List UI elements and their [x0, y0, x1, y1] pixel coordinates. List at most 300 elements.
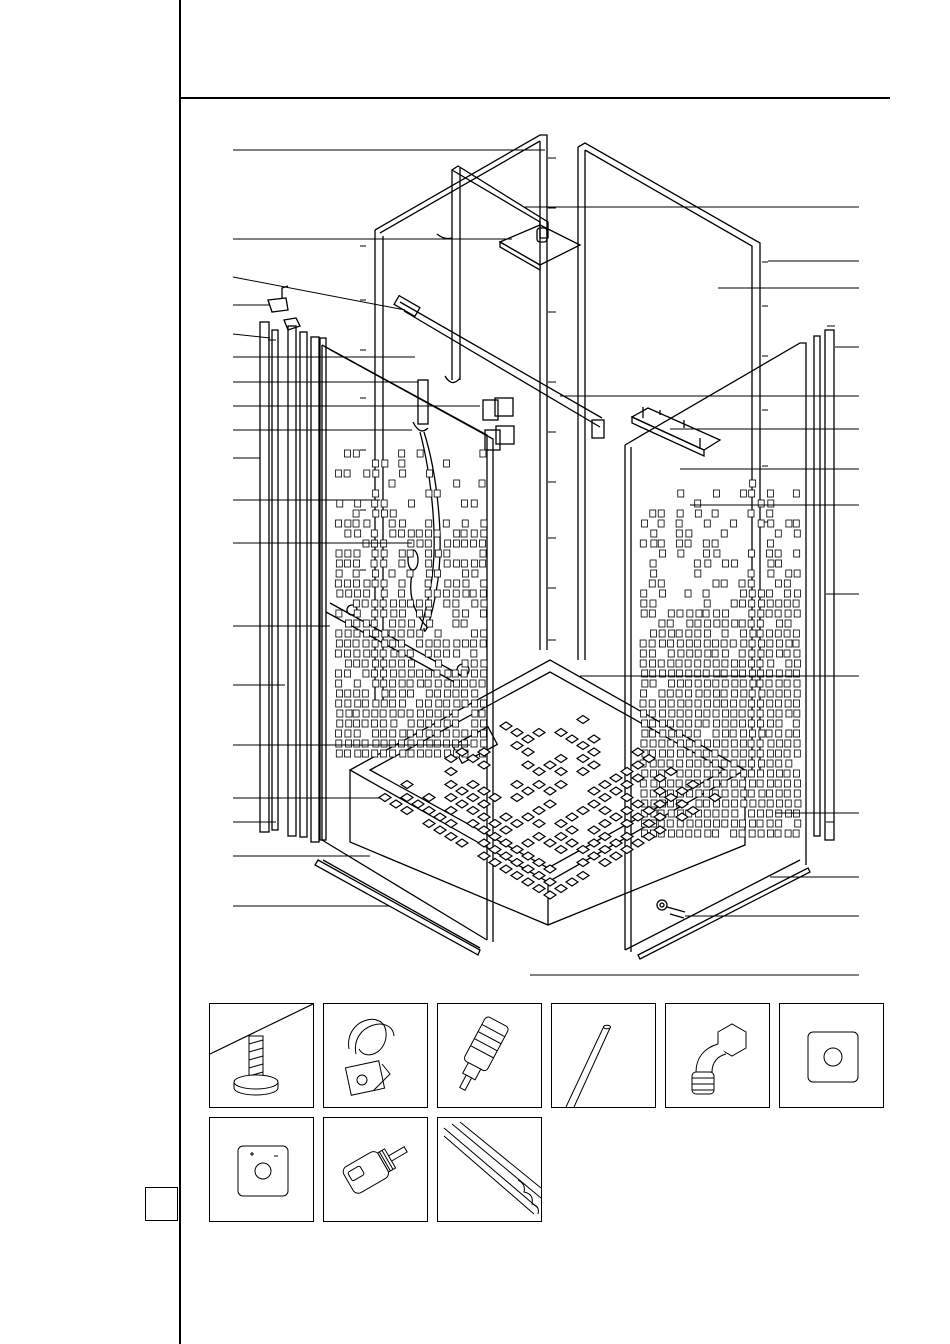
mosaic-tile — [667, 820, 673, 827]
mosaic-tile — [353, 640, 359, 647]
mosaic-tile — [676, 780, 682, 787]
grab-bar-upper — [394, 296, 604, 438]
part-pipe-clamp — [323, 1003, 428, 1108]
mosaic-tile — [793, 830, 799, 837]
mosaic-tile — [345, 690, 351, 697]
mosaic-tile — [768, 660, 774, 667]
mosaic-tile — [793, 770, 799, 777]
mosaic-tile — [355, 590, 361, 597]
mosaic-tile — [668, 720, 674, 727]
tray-tile — [379, 794, 391, 802]
mosaic-tile — [686, 740, 692, 747]
mosaic-tile — [641, 790, 647, 797]
mosaic-tile — [400, 750, 406, 757]
mosaic-tile — [740, 680, 746, 687]
mosaic-tile — [445, 670, 451, 677]
mosaic-tile — [685, 590, 691, 597]
right-glass-panel — [625, 343, 806, 952]
mosaic-tile — [345, 630, 351, 637]
tray-tile — [566, 878, 578, 886]
tray-tile — [478, 787, 490, 795]
mosaic-tile — [658, 510, 664, 517]
mosaic-tile — [731, 660, 737, 667]
mosaic-tile — [741, 640, 747, 647]
mosaic-tile — [640, 540, 646, 547]
mosaic-tile — [660, 720, 666, 727]
mosaic-tile — [678, 650, 684, 657]
mosaic-tile — [740, 730, 746, 737]
tray-tile — [566, 839, 578, 847]
mosaic-tile — [794, 690, 800, 697]
tray-tile — [533, 768, 545, 776]
mosaic-tile — [776, 800, 782, 807]
mosaic-tile — [721, 580, 727, 587]
mosaic-tile — [759, 640, 765, 647]
tray-tile — [401, 807, 413, 815]
mosaic-tile — [425, 700, 431, 707]
mosaic-tile — [776, 820, 782, 827]
mosaic-tile — [372, 460, 378, 467]
tray-tile — [489, 859, 501, 867]
mosaic-tile — [660, 750, 666, 757]
mosaic-tile — [695, 750, 701, 757]
mosaic-tile — [641, 690, 647, 697]
mosaic-tile — [695, 660, 701, 667]
mosaic-tile — [436, 700, 442, 707]
mosaic-tile — [705, 830, 711, 837]
tray-tile — [511, 820, 523, 828]
mosaic-tile — [354, 720, 360, 727]
mosaic-tile — [480, 640, 486, 647]
tray-tile — [445, 768, 457, 776]
mosaic-tile — [335, 580, 341, 587]
mosaic-tile — [678, 680, 684, 687]
mosaic-tile — [463, 580, 469, 587]
mosaic-tile — [435, 750, 441, 757]
mosaic-tile — [336, 750, 342, 757]
mosaic-tile — [784, 580, 790, 587]
mosaic-tile — [398, 590, 404, 597]
mosaic-tile — [471, 500, 477, 507]
tray-tile — [610, 774, 622, 782]
tray-tile — [632, 839, 644, 847]
mosaic-tile — [434, 640, 440, 647]
mosaic-tile — [381, 550, 387, 557]
mosaic-tile — [660, 710, 666, 717]
mosaic-tile — [739, 620, 745, 627]
mosaic-tile — [758, 650, 764, 657]
mosaic-tile — [427, 620, 433, 627]
mosaic-tile — [651, 570, 657, 577]
mosaic-tile — [407, 650, 413, 657]
mosaic-tile — [345, 660, 351, 667]
mosaic-tile — [749, 730, 755, 737]
mosaic-tile — [454, 700, 460, 707]
mosaic-tile — [713, 810, 719, 817]
mosaic-tile — [372, 570, 378, 577]
mosaic-tile — [418, 680, 424, 687]
part-seal-profile-strip — [437, 1117, 542, 1222]
tray-tile — [522, 813, 534, 821]
mosaic-tile — [425, 650, 431, 657]
mosaic-tile — [355, 530, 361, 537]
mosaic-tile — [381, 660, 387, 667]
mosaic-tile — [768, 520, 774, 527]
mosaic-tile — [417, 640, 423, 647]
mosaic-tile — [345, 700, 351, 707]
mosaic-tile — [364, 520, 370, 527]
tray-tile — [500, 839, 512, 847]
mosaic-tile — [739, 650, 745, 657]
mosaic-tile — [444, 600, 450, 607]
mosaic-tile — [399, 580, 405, 587]
mosaic-tile — [704, 810, 710, 817]
mosaic-tile — [696, 690, 702, 697]
mosaic-tile — [354, 740, 360, 747]
mosaic-tile — [676, 520, 682, 527]
mosaic-tile — [677, 720, 683, 727]
mosaic-tile — [777, 620, 783, 627]
tray-tile — [434, 826, 446, 834]
mosaic-tile — [786, 710, 792, 717]
mosaic-tile — [768, 570, 774, 577]
mosaic-tile — [794, 530, 800, 537]
tray-tile — [390, 800, 402, 808]
mosaic-tile — [373, 630, 379, 637]
mosaic-tile — [462, 640, 468, 647]
tray-tile — [500, 852, 512, 860]
mosaic-tile — [759, 790, 765, 797]
mosaic-tile — [660, 700, 666, 707]
mosaic-tile — [400, 470, 406, 477]
mosaic-tile — [337, 500, 343, 507]
mosaic-tile — [435, 630, 441, 637]
mosaic-tile — [685, 730, 691, 737]
tray-tile — [533, 833, 545, 841]
tray-tile — [588, 735, 600, 743]
mosaic-tile — [381, 510, 387, 517]
mosaic-tile — [695, 620, 701, 627]
mosaic-tile — [749, 600, 755, 607]
mosaic-tile — [445, 690, 451, 697]
mosaic-tile — [354, 730, 360, 737]
mosaic-tile — [353, 600, 359, 607]
tray-tile — [511, 872, 523, 880]
mosaic-tile — [346, 590, 352, 597]
mosaic-tile — [767, 800, 773, 807]
mosaic-tile — [713, 770, 719, 777]
mosaic-tile — [408, 620, 414, 627]
mosaic-tile — [749, 810, 755, 817]
mosaic-tile — [364, 630, 370, 637]
adjustable-foot-icon — [210, 1004, 313, 1107]
mosaic-tile — [640, 640, 646, 647]
mosaic-tile — [345, 640, 351, 647]
mosaic-tile — [390, 700, 396, 707]
mosaic-tile — [731, 700, 737, 707]
mosaic-tile — [391, 650, 397, 657]
mosaic-tile — [767, 630, 773, 637]
mosaic-tile — [337, 690, 343, 697]
mosaic-tile — [660, 590, 666, 597]
mosaic-tile — [786, 730, 792, 737]
tray-tile — [500, 813, 512, 821]
angled-hose-connector-icon — [666, 1004, 769, 1107]
mosaic-tile — [731, 780, 737, 787]
mosaic-tile — [381, 590, 387, 597]
mosaic-tile — [759, 690, 765, 697]
mosaic-tile — [408, 530, 414, 537]
mosaic-tile — [785, 740, 791, 747]
mosaic-tile — [721, 640, 727, 647]
tray-tile — [577, 768, 589, 776]
mosaic-tile — [362, 720, 368, 727]
tray-tile — [522, 748, 534, 756]
mosaic-tile — [739, 820, 745, 827]
tray-tile — [544, 761, 556, 769]
mosaic-tile — [381, 580, 387, 587]
mosaic-tile — [445, 680, 451, 687]
mosaic-tile — [479, 680, 485, 687]
mosaic-tile — [642, 770, 648, 777]
part-adjustable-foot — [209, 1003, 314, 1108]
mosaic-tile — [389, 520, 395, 527]
mosaic-tile — [435, 710, 441, 717]
mosaic-tile — [766, 590, 772, 597]
mosaic-tile — [757, 680, 763, 687]
mosaic-tile — [686, 690, 692, 697]
mosaic-tile — [472, 710, 478, 717]
mosaic-tile — [658, 540, 664, 547]
mosaic-tile — [676, 660, 682, 667]
mosaic-tile — [354, 690, 360, 697]
mosaic-tile — [768, 720, 774, 727]
mosaic-tile — [354, 560, 360, 567]
mosaic-tile — [373, 510, 379, 517]
mosaic-tile — [741, 790, 747, 797]
mosaic-tile — [480, 450, 486, 457]
mosaic-tile — [481, 580, 487, 587]
mosaic-tile — [336, 630, 342, 637]
mosaic-tile — [391, 600, 397, 607]
mosaic-tile — [732, 810, 738, 817]
mosaic-tile — [426, 570, 432, 577]
mosaic-tile — [722, 810, 728, 817]
mosaic-tile — [775, 550, 781, 557]
mosaic-tile — [794, 610, 800, 617]
mosaic-tile — [767, 690, 773, 697]
mosaic-tile — [687, 620, 693, 627]
mosaic-tile — [786, 570, 792, 577]
mosaic-tile — [757, 630, 763, 637]
mosaic-tile — [784, 780, 790, 787]
tray-tile — [599, 794, 611, 802]
mosaic-tile — [453, 730, 459, 737]
mosaic-tile — [714, 610, 720, 617]
mosaic-tile — [721, 690, 727, 697]
mosaic-tile — [777, 740, 783, 747]
mosaic-tile — [794, 750, 800, 757]
tray-tile — [445, 794, 457, 802]
mosaic-tile — [704, 690, 710, 697]
mosaic-tile — [345, 550, 351, 557]
mosaic-tile — [373, 490, 379, 497]
mosaic-tile — [695, 650, 701, 657]
mosaic-tile — [722, 660, 728, 667]
mosaic-tile — [391, 720, 397, 727]
mosaic-tile — [739, 710, 745, 717]
mosaic-tile — [649, 710, 655, 717]
tray-tile — [478, 800, 490, 808]
mosaic-tile — [758, 610, 764, 617]
mosaic-tile — [714, 720, 720, 727]
mosaic-tile — [399, 460, 405, 467]
mosaic-tile — [409, 500, 415, 507]
mosaic-tile — [462, 730, 468, 737]
tray-tile — [434, 813, 446, 821]
mosaic-tile — [668, 650, 674, 657]
mosaic-tile — [776, 730, 782, 737]
mosaic-tile — [472, 600, 478, 607]
mosaic-tile — [461, 500, 467, 507]
mosaic-tile — [748, 510, 754, 517]
tray-tile — [522, 761, 534, 769]
mosaic-tile — [722, 720, 728, 727]
mosaic-tile — [695, 700, 701, 707]
mosaic-tile — [362, 700, 368, 707]
mosaic-tile — [364, 470, 370, 477]
mosaic-tile — [425, 540, 431, 547]
mosaic-tile — [642, 720, 648, 727]
mosaic-tile — [426, 730, 432, 737]
mosaic-tile — [695, 760, 701, 767]
mosaic-tile — [454, 650, 460, 657]
mosaic-tile — [748, 760, 754, 767]
mosaic-tile — [470, 640, 476, 647]
tray-tile — [599, 807, 611, 815]
tray-tile — [522, 878, 534, 886]
mosaic-tile — [454, 680, 460, 687]
tray-tile — [599, 820, 611, 828]
mosaic-tile — [748, 550, 754, 557]
tray-tile — [577, 872, 589, 880]
mosaic-tile — [649, 700, 655, 707]
mosaic-tile — [417, 540, 423, 547]
mosaic-tile — [472, 690, 478, 697]
tray-tile — [467, 820, 479, 828]
mosaic-tile — [336, 700, 342, 707]
mosaic-tile — [381, 740, 387, 747]
mosaic-tile — [676, 530, 682, 537]
mosaic-tile — [382, 690, 388, 697]
mosaic-tile — [678, 490, 684, 497]
mosaic-tile — [740, 590, 746, 597]
mosaic-tile — [694, 560, 700, 567]
mosaic-tile — [686, 710, 692, 717]
mosaic-tile — [658, 520, 664, 527]
mosaic-tile — [400, 690, 406, 697]
mosaic-tile — [794, 590, 800, 597]
mosaic-tile — [741, 800, 747, 807]
mosaic-tile — [695, 570, 701, 577]
mosaic-tile — [454, 560, 460, 567]
mosaic-tile — [336, 560, 342, 567]
mosaic-tile — [454, 480, 460, 487]
mosaic-tile — [390, 620, 396, 627]
mosaic-tile — [776, 790, 782, 797]
mosaic-tile — [461, 680, 467, 687]
mosaic-tile — [685, 540, 691, 547]
mosaic-tile — [677, 740, 683, 747]
mosaic-tile — [354, 620, 360, 627]
mosaic-tile — [785, 700, 791, 707]
mosaic-tile — [372, 600, 378, 607]
mosaic-tile — [381, 700, 387, 707]
tray-tile — [555, 846, 567, 854]
mosaic-tile — [704, 790, 710, 797]
mosaic-tile — [721, 530, 727, 537]
mosaic-tile — [784, 770, 790, 777]
tray-tile — [533, 820, 545, 828]
mosaic-tile-pattern — [335, 450, 801, 899]
mosaic-tile — [640, 660, 646, 667]
mosaic-tile — [767, 750, 773, 757]
mosaic-tile — [363, 710, 369, 717]
mosaic-tile — [461, 740, 467, 747]
mosaic-tile — [354, 650, 360, 657]
mosaic-tile — [461, 670, 467, 677]
mosaic-tile — [712, 650, 718, 657]
mosaic-tile — [784, 630, 790, 637]
mosaic-tile — [723, 800, 729, 807]
mosaic-tile — [362, 600, 368, 607]
mosaic-tile — [794, 710, 800, 717]
mosaic-tile — [703, 720, 709, 727]
mosaic-tile — [380, 670, 386, 677]
mosaic-tile — [766, 810, 772, 817]
mosaic-tile — [677, 610, 683, 617]
tray-tile — [467, 781, 479, 789]
mosaic-tile — [695, 830, 701, 837]
mosaic-tile — [795, 800, 801, 807]
mosaic-tile — [372, 730, 378, 737]
tray-tile — [423, 820, 435, 828]
mosaic-tile — [659, 640, 665, 647]
mosaic-tile — [775, 610, 781, 617]
mosaic-tile — [642, 680, 648, 687]
mosaic-tile — [758, 810, 764, 817]
mosaic-tile — [749, 690, 755, 697]
mosaic-tile — [407, 600, 413, 607]
mosaic-tile — [749, 750, 755, 757]
mosaic-tile — [696, 710, 702, 717]
mosaic-tile — [453, 620, 459, 627]
tray-tile — [544, 839, 556, 847]
mosaic-tile — [650, 770, 656, 777]
mosaic-tile — [766, 650, 772, 657]
mosaic-tile — [650, 740, 656, 747]
mosaic-tile — [759, 760, 765, 767]
mosaic-tile — [434, 530, 440, 537]
mosaic-tile — [363, 620, 369, 627]
mosaic-tile — [462, 660, 468, 667]
tray-tile — [533, 885, 545, 893]
mosaic-tile — [390, 510, 396, 517]
mosaic-tile — [641, 600, 647, 607]
mosaic-tile — [426, 600, 432, 607]
tray-tile — [566, 735, 578, 743]
mosaic-tile — [399, 550, 405, 557]
